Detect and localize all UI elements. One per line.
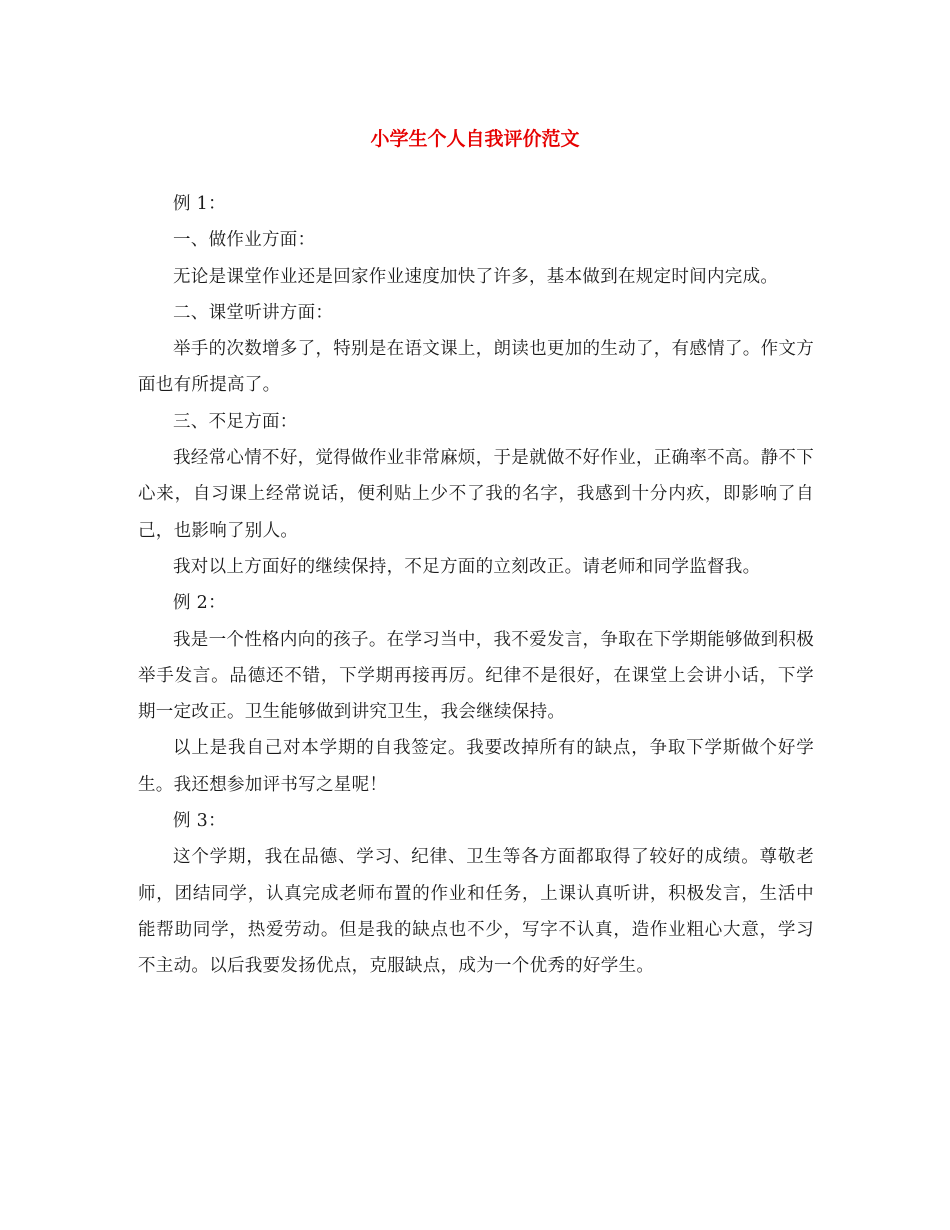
paragraph-homework-heading: 一、做作业方面： bbox=[173, 230, 316, 251]
paragraph-shortcomings-heading: 三、不足方面： bbox=[173, 411, 298, 432]
paragraph-class-listening-text: 举手的次数增多了，特别是在语文课上，朗读也更加的生动了，有感情了。作文方面也有所提高了。 bbox=[138, 339, 814, 396]
paragraph-example-1-conclusion: 我对以上方面好的继续保持，不足方面的立刻改正。请老师和同学监督我。 bbox=[173, 556, 761, 577]
paragraph-class-listening-heading: 二、课堂听讲方面： bbox=[173, 302, 334, 323]
paragraph-example-2-text: 我是一个性格内向的孩子。在学习当中，我不爱发言，争取在下学期能够做到积极举手发言。品德还不错，下学期再接再厉。纪律不是很好，在课堂上会讲小话，下学期一定改正。卫生能够做到讲究卫生，我会继续保持。 bbox=[138, 629, 814, 723]
paragraph-example-2-conclusion: 以上是我自己对本学期的自我签定。我要改掉所有的缺点，争取下学斯做个好学生。我还想参加评书写之星呢！ bbox=[138, 738, 814, 795]
paragraph-example-1-heading: 例 1： bbox=[173, 194, 226, 214]
paragraph-shortcomings-text: 我经常心情不好，觉得做作业非常麻烦，于是就做不好作业，正确率不高。静不下心来，自习课上经常说话，便利贴上少不了我的名字，我感到十分内疚，即影响了自己，也影响了别人。 bbox=[138, 448, 814, 541]
paragraph-example-2-heading: 例 2： bbox=[173, 593, 226, 614]
paragraph-example-3-heading: 例 3： bbox=[173, 811, 226, 832]
document-title: 小学生个人自我评价范文 bbox=[370, 128, 580, 150]
paragraph-homework-text: 无论是课堂作业还是回家作业速度加快了许多，基本做到在规定时间内完成。 bbox=[173, 266, 779, 287]
document-body bbox=[138, 186, 814, 985]
paragraph-example-3-text: 这个学期，我在品德、学习、纪律、卫生等各方面都取得了较好的成绩。尊敬老师，团结同学，认真完成老师布置的作业和任务，上课认真听讲，积极发言，生活中能帮助同学，热爱劳动。但是我的缺点也不少，写字不认真，造作业粗心大意，学习不主动。以后我要发扬优点，克服缺点，成为一个优秀的好学生。 bbox=[138, 847, 814, 977]
